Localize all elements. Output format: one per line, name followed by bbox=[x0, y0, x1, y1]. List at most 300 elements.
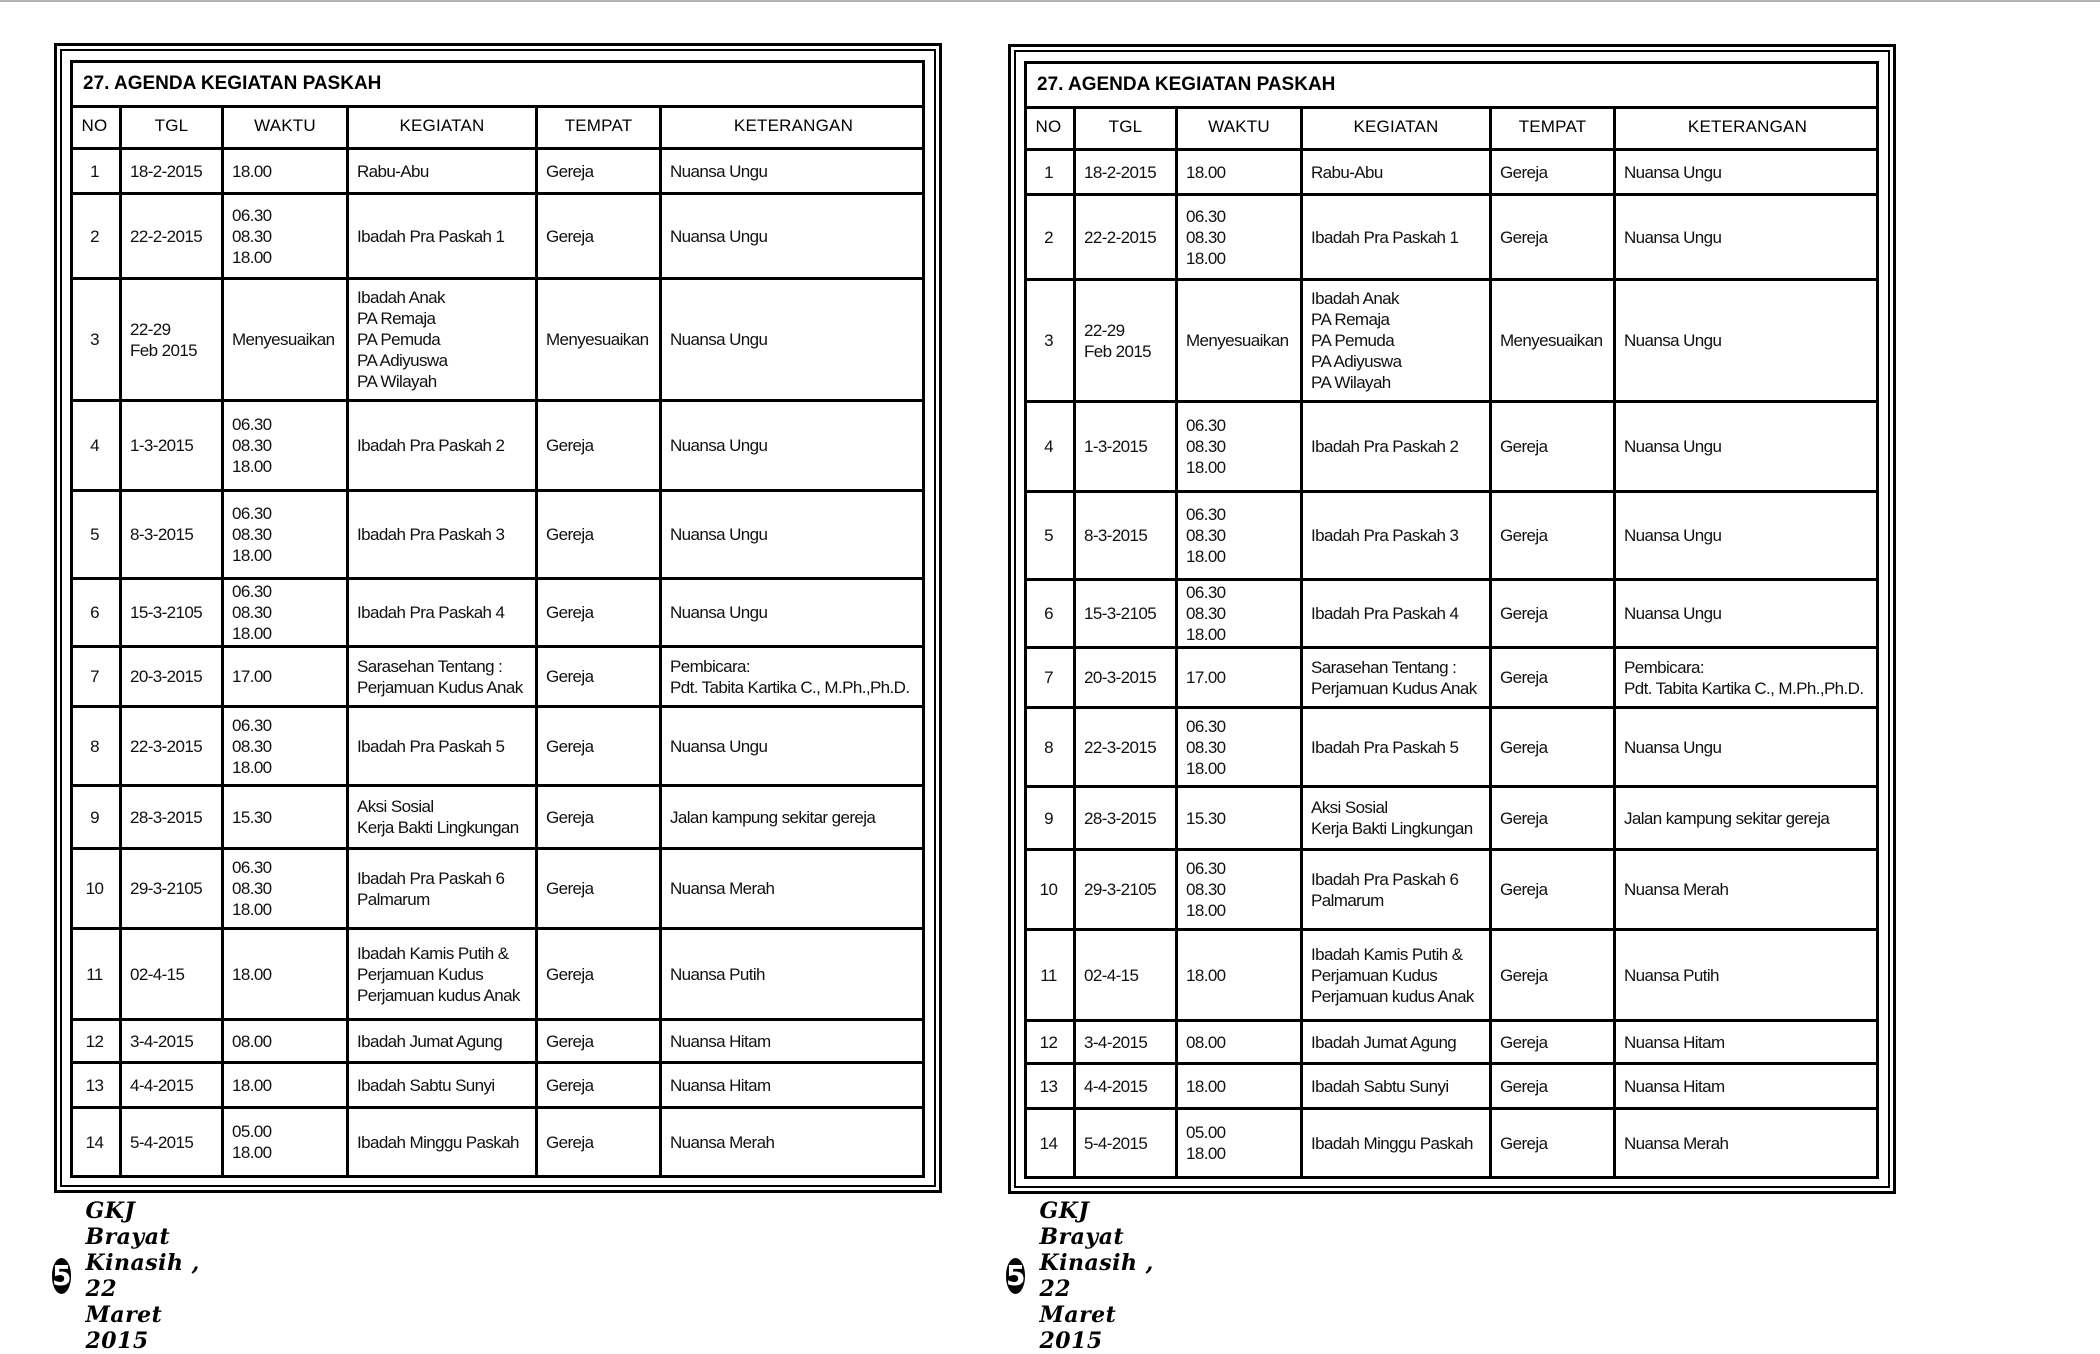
cell-tgl bbox=[1076, 1110, 1178, 1176]
cell-line: 08.00 bbox=[1186, 1032, 1226, 1052]
cell-keterangan bbox=[1616, 403, 1879, 493]
cell-kegiatan bbox=[349, 195, 538, 280]
cell-line: 4-4-2015 bbox=[1084, 1076, 1148, 1096]
cell-line: Ibadah Pra Paskah 6 bbox=[357, 868, 505, 888]
cell-line: 4-4-2015 bbox=[130, 1075, 194, 1095]
cell-lines bbox=[1500, 879, 1547, 900]
cell-waktu bbox=[224, 787, 349, 850]
cell-line: Nuansa Ungu bbox=[670, 161, 768, 181]
cell-tempat bbox=[538, 850, 662, 930]
cell-lines bbox=[130, 435, 193, 456]
cell-line: Rabu-Abu bbox=[1311, 162, 1383, 182]
cell-tgl bbox=[1076, 281, 1178, 403]
cell-line: 08.00 bbox=[232, 1031, 272, 1051]
cell-kegiatan bbox=[349, 1109, 538, 1175]
cell-keterangan bbox=[662, 930, 925, 1021]
cell-waktu bbox=[224, 648, 349, 708]
cell-lines bbox=[1500, 603, 1547, 624]
cell-waktu bbox=[1178, 1065, 1303, 1110]
cell-lines bbox=[670, 161, 767, 182]
cell-line: 15.30 bbox=[1186, 808, 1226, 828]
cell-lines bbox=[1311, 525, 1458, 546]
cell-keterangan bbox=[662, 1064, 925, 1109]
cell-kegiatan bbox=[1303, 151, 1492, 196]
cell-keterangan bbox=[662, 280, 925, 402]
cell-line: 08.30 bbox=[232, 736, 272, 756]
cell-line: 22-29 bbox=[1084, 320, 1125, 340]
cell-waktu bbox=[1178, 1022, 1303, 1065]
cell-kegiatan bbox=[1303, 1022, 1492, 1065]
cell-keterangan bbox=[1616, 1022, 1879, 1065]
cell-kegiatan bbox=[349, 580, 538, 648]
cell-no: 8 bbox=[70, 708, 122, 787]
cell-waktu bbox=[224, 492, 349, 580]
cell-line: 18.00 bbox=[232, 247, 272, 267]
cell-line: Nuansa Hitam bbox=[670, 1075, 771, 1095]
cell-line: 18-2-2015 bbox=[1084, 162, 1157, 182]
cell-no: 14 bbox=[1024, 1110, 1076, 1176]
cell-kegiatan bbox=[1303, 788, 1492, 851]
cell-line: Gereja bbox=[1500, 737, 1548, 757]
cell-lines bbox=[357, 868, 504, 910]
cell-line: Nuansa Ungu bbox=[1624, 604, 1722, 623]
cell-lines bbox=[1084, 525, 1147, 546]
cell-keterangan bbox=[1616, 281, 1879, 403]
cell-line: Ibadah Pra Paskah 3 bbox=[357, 525, 505, 544]
cell-line: 3-4-2015 bbox=[1084, 1032, 1148, 1052]
cell-line: Nuansa Merah bbox=[670, 1132, 775, 1152]
cell-line: PA Remaja bbox=[357, 309, 436, 328]
cell-keterangan bbox=[1616, 851, 1879, 931]
cell-line: 06.30 bbox=[1186, 583, 1226, 602]
cell-tgl bbox=[122, 402, 224, 492]
agenda-table bbox=[70, 60, 925, 1178]
cell-line: 22-2-2015 bbox=[1084, 227, 1157, 247]
cell-line: Gereja bbox=[1500, 604, 1548, 623]
cell-lines bbox=[1311, 436, 1458, 457]
cell-line: Ibadah Minggu Paskah bbox=[1311, 1133, 1473, 1153]
cell-line: Palmarum bbox=[357, 889, 430, 909]
cell-lines bbox=[232, 1075, 272, 1096]
cell-tempat bbox=[538, 402, 662, 492]
cell-lines bbox=[232, 666, 272, 687]
cell-waktu bbox=[224, 1064, 349, 1109]
cell-line: 18.00 bbox=[1186, 547, 1226, 566]
cell-no: 14 bbox=[70, 1109, 122, 1175]
cell-line: Ibadah Pra Paskah 6 bbox=[1311, 869, 1459, 889]
cell-keterangan bbox=[662, 402, 925, 492]
cell-line: 06.30 bbox=[232, 205, 272, 225]
cell-kegiatan bbox=[1303, 931, 1492, 1022]
cell-tempat bbox=[1492, 151, 1616, 196]
cell-tgl bbox=[1076, 851, 1178, 931]
cell-keterangan bbox=[662, 150, 925, 195]
cell-lines bbox=[1311, 288, 1401, 393]
cell-lines bbox=[357, 226, 504, 247]
cell-lines bbox=[1311, 737, 1458, 758]
cell-lines bbox=[546, 226, 593, 247]
cell-lines bbox=[1624, 525, 1721, 546]
cell-line: 06.30 bbox=[232, 715, 272, 735]
page-footer bbox=[52, 1198, 200, 1354]
cell-line: Pdt. Tabita Kartika C., M.Ph.,Ph.D. bbox=[670, 677, 910, 697]
cell-lines bbox=[130, 602, 202, 623]
cell-tgl bbox=[122, 648, 224, 708]
cell-line: Nuansa Ungu bbox=[1624, 737, 1722, 757]
cell-line: 8-3-2015 bbox=[130, 525, 194, 544]
cell-lines bbox=[357, 524, 504, 545]
cell-line: Ibadah Pra Paskah 1 bbox=[1311, 227, 1459, 247]
header-col-keterangan: KETERANGAN bbox=[1616, 106, 1879, 151]
cell-kegiatan bbox=[1303, 649, 1492, 709]
cell-line: 17.00 bbox=[1186, 668, 1226, 687]
cell-lines bbox=[1500, 1133, 1547, 1154]
cell-line: Menyesuaikan bbox=[546, 330, 649, 349]
cell-lines bbox=[232, 1121, 272, 1163]
cell-line: Ibadah Kamis Putih & bbox=[357, 943, 509, 963]
cell-tgl bbox=[122, 195, 224, 280]
cell-lines bbox=[1186, 808, 1226, 829]
cell-lines bbox=[232, 581, 272, 644]
cell-kegiatan bbox=[349, 708, 538, 787]
cell-tgl bbox=[122, 1109, 224, 1175]
page-top-edge bbox=[0, 0, 2100, 2]
cell-keterangan bbox=[662, 580, 925, 648]
cell-lines bbox=[1624, 879, 1728, 900]
cell-line: Gereja bbox=[1500, 808, 1548, 828]
cell-line: PA Adiyuswa bbox=[1311, 352, 1402, 371]
cell-line: Nuansa Ungu bbox=[1624, 331, 1722, 350]
cell-no: 12 bbox=[70, 1021, 122, 1064]
cell-line: Ibadah Jumat Agung bbox=[357, 1031, 503, 1051]
cell-tempat bbox=[538, 1109, 662, 1175]
cell-lines bbox=[1500, 162, 1547, 183]
cell-waktu bbox=[224, 1021, 349, 1064]
cell-line: Ibadah Minggu Paskah bbox=[357, 1132, 519, 1152]
cell-lines bbox=[232, 807, 272, 828]
cell-waktu bbox=[1178, 493, 1303, 581]
cell-lines bbox=[670, 1132, 774, 1153]
cell-tgl bbox=[122, 930, 224, 1021]
cell-line: 17.00 bbox=[232, 667, 272, 686]
cell-line: 8-3-2015 bbox=[1084, 526, 1148, 545]
cell-lines bbox=[1186, 162, 1226, 183]
cell-lines bbox=[1624, 965, 1719, 986]
cell-keterangan bbox=[1616, 196, 1879, 281]
cell-lines bbox=[546, 1075, 593, 1096]
cell-waktu bbox=[1178, 649, 1303, 709]
cell-lines bbox=[1500, 330, 1602, 351]
cell-tempat bbox=[538, 580, 662, 648]
cell-line: Nuansa Ungu bbox=[670, 226, 768, 246]
cell-lines bbox=[1500, 227, 1547, 248]
cell-line: 06.30 bbox=[1186, 716, 1226, 736]
cell-line: 28-3-2015 bbox=[1084, 808, 1157, 828]
cell-no: 7 bbox=[70, 648, 122, 708]
cell-line: Gereja bbox=[546, 1132, 594, 1152]
cell-line: 08.30 bbox=[1186, 526, 1226, 545]
cell-line: 08.30 bbox=[1186, 604, 1226, 623]
cell-lines bbox=[546, 807, 593, 828]
cell-lines bbox=[1624, 737, 1721, 758]
cell-keterangan bbox=[662, 1021, 925, 1064]
cell-line: Ibadah Sabtu Sunyi bbox=[1311, 1076, 1449, 1096]
cell-line: Gereja bbox=[1500, 965, 1548, 985]
cell-line: 02-4-15 bbox=[1084, 965, 1139, 985]
cell-line: Ibadah Pra Paskah 5 bbox=[1311, 737, 1459, 757]
cell-lines bbox=[130, 319, 197, 361]
cell-line: PA Remaja bbox=[1311, 310, 1390, 329]
cell-no: 10 bbox=[1024, 851, 1076, 931]
cell-lines bbox=[357, 796, 519, 838]
cell-tempat bbox=[538, 150, 662, 195]
cell-lines bbox=[1624, 603, 1721, 624]
cell-lines bbox=[1186, 504, 1226, 567]
cell-no: 13 bbox=[1024, 1065, 1076, 1110]
cell-line: 02-4-15 bbox=[130, 964, 185, 984]
cell-line: Gereja bbox=[1500, 668, 1548, 687]
cell-line: Pembicara: bbox=[670, 656, 750, 676]
cell-line: Gereja bbox=[546, 736, 594, 756]
cell-waktu bbox=[224, 930, 349, 1021]
cell-line: Nuansa Hitam bbox=[1624, 1032, 1725, 1052]
cell-lines bbox=[1500, 808, 1547, 829]
cell-kegiatan bbox=[349, 280, 538, 402]
cell-line: Gereja bbox=[1500, 1133, 1548, 1153]
cell-line: 15-3-2105 bbox=[130, 603, 203, 622]
cell-no: 6 bbox=[70, 580, 122, 648]
cell-lines bbox=[357, 736, 504, 757]
cell-lines bbox=[232, 205, 272, 268]
cell-waktu bbox=[224, 708, 349, 787]
cell-waktu bbox=[224, 402, 349, 492]
cell-line: 18.00 bbox=[1186, 458, 1226, 477]
cell-waktu bbox=[224, 850, 349, 930]
cell-keterangan bbox=[1616, 649, 1879, 709]
cell-tgl bbox=[1076, 788, 1178, 851]
cell-lines bbox=[1186, 1076, 1226, 1097]
cell-kegiatan bbox=[349, 150, 538, 195]
cell-no: 2 bbox=[1024, 196, 1076, 281]
cell-lines bbox=[670, 329, 767, 350]
cell-lines bbox=[232, 161, 272, 182]
cell-tgl bbox=[1076, 709, 1178, 788]
cell-waktu bbox=[1178, 151, 1303, 196]
cell-line: Gereja bbox=[1500, 227, 1548, 247]
cell-line: 18.00 bbox=[1186, 162, 1226, 182]
cell-line: Kerja Bakti Lingkungan bbox=[1311, 819, 1473, 838]
cell-line: 08.30 bbox=[1186, 737, 1226, 757]
cell-no: 2 bbox=[70, 195, 122, 280]
cell-line: Nuansa Ungu bbox=[670, 736, 768, 756]
cell-line: Menyesuaikan bbox=[1186, 331, 1289, 350]
cell-keterangan bbox=[1616, 709, 1879, 788]
cell-tempat bbox=[538, 280, 662, 402]
header-col-tempat: TEMPAT bbox=[538, 105, 662, 150]
cell-lines bbox=[1084, 1076, 1147, 1097]
page-footer bbox=[1006, 1198, 1154, 1354]
cell-line: Gereja bbox=[1500, 1032, 1548, 1052]
cell-keterangan bbox=[1616, 581, 1879, 649]
cell-line: 06.30 bbox=[1186, 859, 1226, 878]
cell-lines bbox=[1500, 737, 1547, 758]
cell-lines bbox=[1084, 808, 1156, 829]
cell-lines bbox=[1624, 657, 1863, 699]
cell-tgl bbox=[1076, 1065, 1178, 1110]
cell-lines bbox=[1624, 436, 1721, 457]
cell-line: Nuansa Ungu bbox=[1624, 526, 1722, 545]
cell-keterangan bbox=[662, 787, 925, 850]
cell-lines bbox=[232, 857, 272, 920]
cell-lines bbox=[232, 1031, 272, 1052]
cell-line: Pdt. Tabita Kartika C., M.Ph.,Ph.D. bbox=[1624, 678, 1864, 698]
cell-tempat bbox=[1492, 1065, 1616, 1110]
cell-line: 22-3-2015 bbox=[1084, 737, 1157, 757]
cell-line: Nuansa Ungu bbox=[1624, 437, 1722, 456]
cell-no: 1 bbox=[1024, 151, 1076, 196]
cell-line: 08.30 bbox=[1186, 437, 1226, 456]
header-col-keterangan: KETERANGAN bbox=[662, 105, 925, 150]
cell-lines bbox=[130, 1132, 193, 1153]
cell-waktu bbox=[1178, 281, 1303, 403]
cell-line: Nuansa Ungu bbox=[670, 330, 768, 349]
cell-tgl bbox=[122, 492, 224, 580]
cell-lines bbox=[1311, 1133, 1473, 1154]
cell-line: Nuansa Ungu bbox=[1624, 162, 1722, 182]
cell-line: Nuansa Ungu bbox=[1624, 227, 1722, 247]
cell-lines bbox=[1311, 1076, 1449, 1097]
cell-waktu bbox=[1178, 931, 1303, 1022]
cell-line: 22-3-2015 bbox=[130, 736, 203, 756]
cell-line: 18.00 bbox=[232, 900, 272, 919]
cell-line: 18.00 bbox=[232, 1143, 272, 1162]
cell-lines bbox=[670, 1075, 771, 1096]
cell-tempat bbox=[1492, 1110, 1616, 1176]
cell-line: Perjamuan kudus Anak bbox=[1311, 986, 1474, 1006]
cell-lines bbox=[1084, 879, 1156, 900]
cell-line: Gereja bbox=[546, 807, 594, 827]
cell-tgl bbox=[1076, 196, 1178, 281]
cell-line: 1-3-2015 bbox=[1084, 437, 1148, 456]
cell-kegiatan bbox=[1303, 196, 1492, 281]
cell-lines bbox=[546, 736, 593, 757]
cell-tgl bbox=[122, 580, 224, 648]
cell-no: 9 bbox=[1024, 788, 1076, 851]
cell-line: 18.00 bbox=[232, 457, 272, 476]
cell-line: Menyesuaikan bbox=[1500, 331, 1603, 350]
cell-lines bbox=[1500, 1032, 1547, 1053]
cell-line: Ibadah Pra Paskah 1 bbox=[357, 226, 505, 246]
cell-tempat bbox=[1492, 281, 1616, 403]
cell-tempat bbox=[538, 1021, 662, 1064]
cell-keterangan bbox=[662, 1109, 925, 1175]
cell-waktu bbox=[1178, 403, 1303, 493]
cell-lines bbox=[1311, 944, 1474, 1007]
agenda-table bbox=[1024, 61, 1879, 1179]
cell-line: 22-2-2015 bbox=[130, 226, 203, 246]
cell-lines bbox=[670, 524, 767, 545]
cell-lines bbox=[1084, 667, 1156, 688]
cell-tgl bbox=[1076, 581, 1178, 649]
cell-lines bbox=[130, 226, 202, 247]
cell-line: Ibadah Pra Paskah 4 bbox=[1311, 604, 1459, 623]
cell-keterangan bbox=[1616, 1065, 1879, 1110]
cell-waktu bbox=[1178, 1110, 1303, 1176]
cell-lines bbox=[1500, 436, 1547, 457]
cell-lines bbox=[1500, 525, 1547, 546]
cell-line: Gereja bbox=[546, 226, 594, 246]
cell-line: 06.30 bbox=[232, 582, 272, 601]
cell-line: Ibadah Pra Paskah 2 bbox=[1311, 437, 1459, 456]
cell-line: 18.00 bbox=[1186, 248, 1226, 268]
cell-lines bbox=[357, 1132, 519, 1153]
cell-line: 18.00 bbox=[232, 624, 272, 643]
cell-line: 29-3-2105 bbox=[130, 879, 203, 898]
cell-line: 5-4-2015 bbox=[1084, 1133, 1148, 1153]
cell-line: 08.30 bbox=[232, 525, 272, 544]
cell-tempat bbox=[538, 648, 662, 708]
cell-lines bbox=[357, 161, 429, 182]
cell-line: Ibadah Kamis Putih & bbox=[1311, 944, 1463, 964]
cell-kegiatan bbox=[1303, 493, 1492, 581]
cell-lines bbox=[1500, 667, 1547, 688]
cell-lines bbox=[232, 964, 272, 985]
cell-lines bbox=[670, 435, 767, 456]
cell-keterangan bbox=[1616, 931, 1879, 1022]
cell-lines bbox=[546, 1132, 593, 1153]
cell-lines bbox=[1624, 330, 1721, 351]
cell-lines bbox=[357, 602, 504, 623]
cell-lines bbox=[1624, 1032, 1725, 1053]
cell-line: 18.00 bbox=[1186, 758, 1226, 778]
cell-line: Nuansa Hitam bbox=[670, 1031, 771, 1051]
cell-line: Perjamuan Kudus Anak bbox=[1311, 678, 1477, 698]
cell-lines bbox=[130, 878, 202, 899]
cell-line: 08.30 bbox=[232, 226, 272, 246]
cell-line: Sarasehan Tentang : bbox=[1311, 657, 1457, 677]
page-number-badge: 5 bbox=[52, 1259, 72, 1292]
cell-lines bbox=[1084, 227, 1156, 248]
cell-line: Gereja bbox=[546, 603, 594, 622]
cell-line: Gereja bbox=[1500, 162, 1548, 182]
cell-line: 18.00 bbox=[232, 964, 272, 984]
cell-lines bbox=[1311, 162, 1383, 183]
cell-tempat bbox=[1492, 931, 1616, 1022]
cell-waktu bbox=[1178, 581, 1303, 649]
cell-line: Ibadah Sabtu Sunyi bbox=[357, 1075, 495, 1095]
cell-lines bbox=[1186, 206, 1226, 269]
cell-line: 15-3-2105 bbox=[1084, 604, 1157, 623]
cell-keterangan bbox=[662, 648, 925, 708]
cell-line: 18.00 bbox=[1186, 901, 1226, 920]
cell-line: Perjamuan Kudus bbox=[1311, 965, 1438, 985]
cell-line: Nuansa Merah bbox=[1624, 880, 1729, 899]
cell-lines bbox=[670, 736, 767, 757]
cell-tempat bbox=[1492, 493, 1616, 581]
cell-lines bbox=[130, 964, 184, 985]
cell-line: Nuansa Hitam bbox=[1624, 1076, 1725, 1096]
cell-tempat bbox=[538, 492, 662, 580]
cell-line: Perjamuan Kudus Anak bbox=[357, 677, 523, 697]
footer-text: GKJ Brayat Kinasih , 22 Maret 2015 bbox=[85, 1198, 200, 1354]
cell-line: PA Wilayah bbox=[357, 372, 437, 391]
cell-line: 06.30 bbox=[1186, 505, 1226, 524]
cell-lines bbox=[1084, 737, 1156, 758]
cell-line: Aksi Sosial bbox=[1311, 798, 1388, 817]
cell-line: Palmarum bbox=[1311, 890, 1384, 910]
cell-line: PA Pemuda bbox=[1311, 331, 1395, 350]
cell-lines bbox=[1084, 436, 1147, 457]
